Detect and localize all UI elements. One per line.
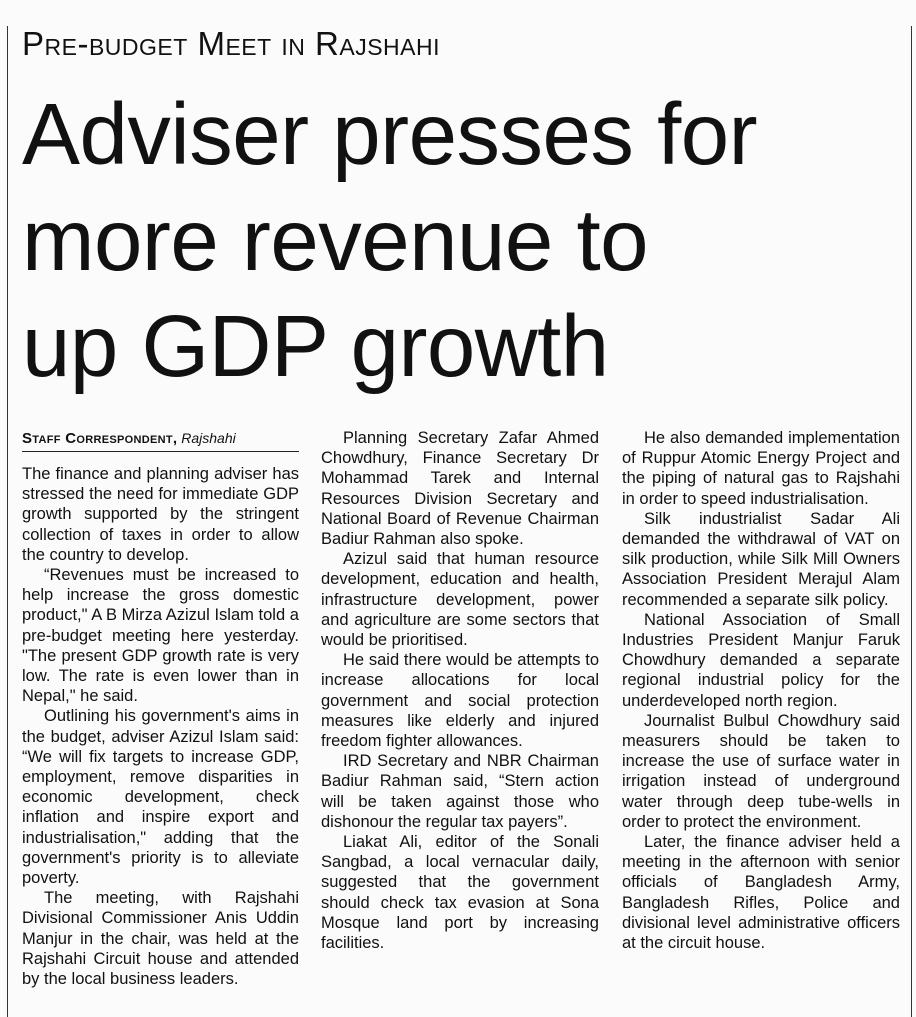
paragraph: Azizul said that human resource development, education and health, infrastructure development, power and agriculture are some sectors that would be prioritised. xyxy=(321,550,599,650)
headline-line-3: up GDP growth xyxy=(22,298,609,395)
article-headline xyxy=(22,82,902,400)
paragraph: The finance and planning adviser has stressed the need for immediate GDP growth supported by the stringent collection of taxes in order to allow the country to develop. xyxy=(22,465,299,564)
paragraph: Outlining his government's aims in the budget, adviser Azizul Islam said: “We will fix targets to increase GDP, employment, remove disparities in economic development, check inflation and inspire export and industrialisation," adding that the government's priority is to alleviate poverty. xyxy=(22,707,299,888)
paragraph: He also demanded implementation of Ruppur Atomic Energy Project and the piping of natural gas to Rajshahi in order to speed industrialisation. xyxy=(622,429,900,508)
byline-place: Rajshahi xyxy=(181,430,236,446)
headline-line-1: Adviser presses for xyxy=(22,86,758,183)
paragraph: Later, the finance adviser held a meeting in the afternoon with senior officials of Bangladesh Army, Bangladesh Rifles, Police and divisional level administrative officers at the circuit house. xyxy=(622,833,900,953)
byline xyxy=(22,428,299,452)
left-column-rule xyxy=(7,26,8,1017)
paragraph: Journalist Bulbul Chowdhury said measurers should be taken to increase the use of surface water in irrigation instead of underground water through deep tube-wells in order to protect the environment. xyxy=(622,711,900,831)
paragraph: Planning Secretary Zafar Ahmed Chowdhury, Finance Secretary Dr Mohammad Tarek and Internal Resources Division Secretary and National Board of Revenue Chairman Badiur Rahman also spoke. xyxy=(321,429,599,549)
byline-name: Staff Correspondent, xyxy=(22,430,178,447)
paragraph: IRD Secretary and NBR Chairman Badiur Rahman said, “Stern action will be taken against those who dishonour the regular tax payers”. xyxy=(321,752,599,831)
kicker-headline: Pre-budget Meet in Rajshahi xyxy=(22,25,440,62)
paragraph: Liakat Ali, editor of the Sonali Sangbad, a local vernacular daily, suggested that the government should check tax evasion at Sona Mosque land port by increasing facilities. xyxy=(321,833,599,953)
article-column-3 xyxy=(622,428,900,953)
headline-line-2: more revenue to xyxy=(22,192,649,289)
paragraph: “Revenues must be increased to help increase the gross domestic product," A B Mirza Azizul Islam told a pre-budget meeting here yesterday. "The present GDP growth rate is very low. The rate is even lower than in Nepal," he said. xyxy=(22,566,299,706)
paragraph: The meeting, with Rajshahi Divisional Commissioner Anis Uddin Manjur in the chair, was held at the Rajshahi Circuit house and attended by the local business leaders. xyxy=(22,889,299,989)
paragraph: He said there would be attempts to increase allocations for local government and social protection measures like elderly and injured freedom fighter allowances. xyxy=(321,651,599,751)
article-column-1 xyxy=(22,428,299,989)
article-column-2 xyxy=(321,428,599,953)
paragraph: Silk industrialist Sadar Ali demanded the withdrawal of VAT on silk production, while Silk Mill Owners Association President Merajul Alam recommended a separate silk policy. xyxy=(622,509,900,609)
right-column-rule xyxy=(911,26,912,1017)
paragraph: National Association of Small Industries President Manjur Faruk Chowdhury demanded a separate regional industrial policy for the underdeveloped north region. xyxy=(622,610,900,710)
